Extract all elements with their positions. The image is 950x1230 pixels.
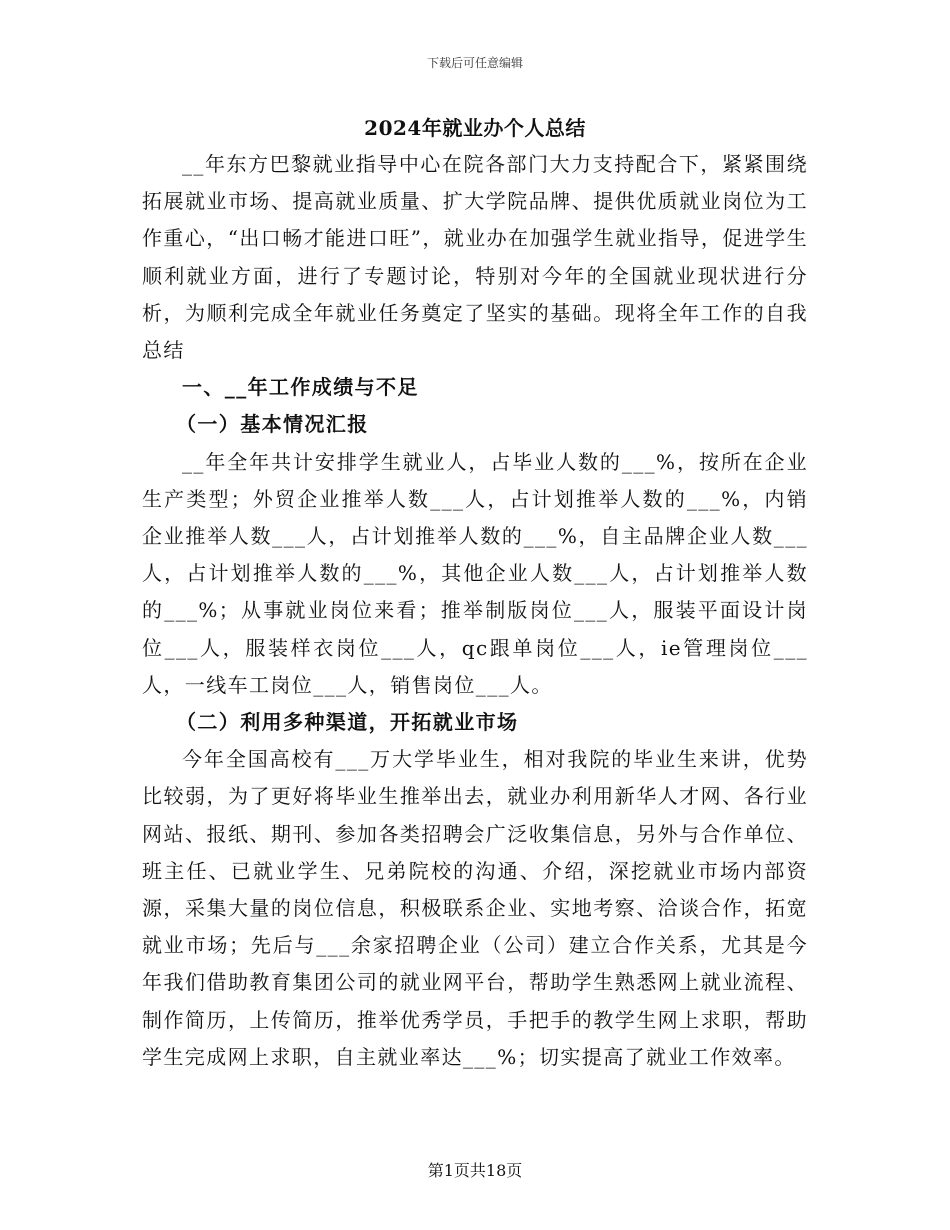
document-title: 2024年就业办个人总结 — [364, 116, 586, 140]
basic-situation-paragraph: __年全年共计安排学生就业人，占毕业人数的___%，按所在企业生产类型；外贸企业推举人数___人，占计划推举人数的___%，内销企业推举人数___人，占计划推举人数的___%，自主品牌企业人数___人，占计划推举人数的___%，其他企业人数___人，占计划推举人数的___%；从事就业岗位来看；推举制版岗位___人，服装平面设计岗位___人，服装样衣岗位___人，qc跟单岗位___人，ie管理岗位___人，一线车工岗位___人，销售岗位___人。 — [142, 449, 808, 697]
document-body — [142, 146, 808, 1076]
channels-paragraph: 今年全国高校有___万大学毕业生，相对我院的毕业生来讲，优势比较弱，为了更好将毕业生推举出去，就业办利用新华人才网、各行业网站、报纸、期刊、参加各类招聘会广泛收集信息，另外与合作单位、班主任、已就业学生、兄弟院校的沟通、介绍，深挖就业市场内部资源，采集大量的岗位信息，积极联系企业、实地考察、洽谈合作，拓宽就业市场；先后与___余家招聘企业（公司）建立合作关系，尤其是今年我们借助教育集团公司的就业网平台，帮助学生熟悉网上就业流程、制作简历，上传简历，推举优秀学员，手把手的教学生网上求职，帮助学生完成网上求职，自主就业率达___%；切实提高了就业工作效率。 — [142, 747, 808, 1069]
intro-paragraph: __年东方巴黎就业指导中心在院各部门大力支持配合下，紧紧围绕拓展就业市场、提高就业质量、扩大学院品牌、提供优质就业岗位为工作重心，“出口畅才能进口旺”，就业办在加强学生就业指导，促进学生顺利就业方面，进行了专题讨论，特别对今年的全国就业现状进行分析，为顺利完成全年就业任务奠定了坚实的基础。现将全年工作的自我总结 — [142, 152, 808, 363]
section-heading-1: 一、__年工作成绩与不足 — [182, 375, 419, 400]
subsection-heading-channels: （二）利用多种渠道，开拓就业市场 — [176, 710, 519, 735]
page-number: 第1页共18页 — [427, 1161, 523, 1180]
subsection-heading-basic-situation: （一）基本情况汇报 — [176, 412, 369, 437]
header-note: 下载后可任意编辑 — [426, 56, 523, 70]
